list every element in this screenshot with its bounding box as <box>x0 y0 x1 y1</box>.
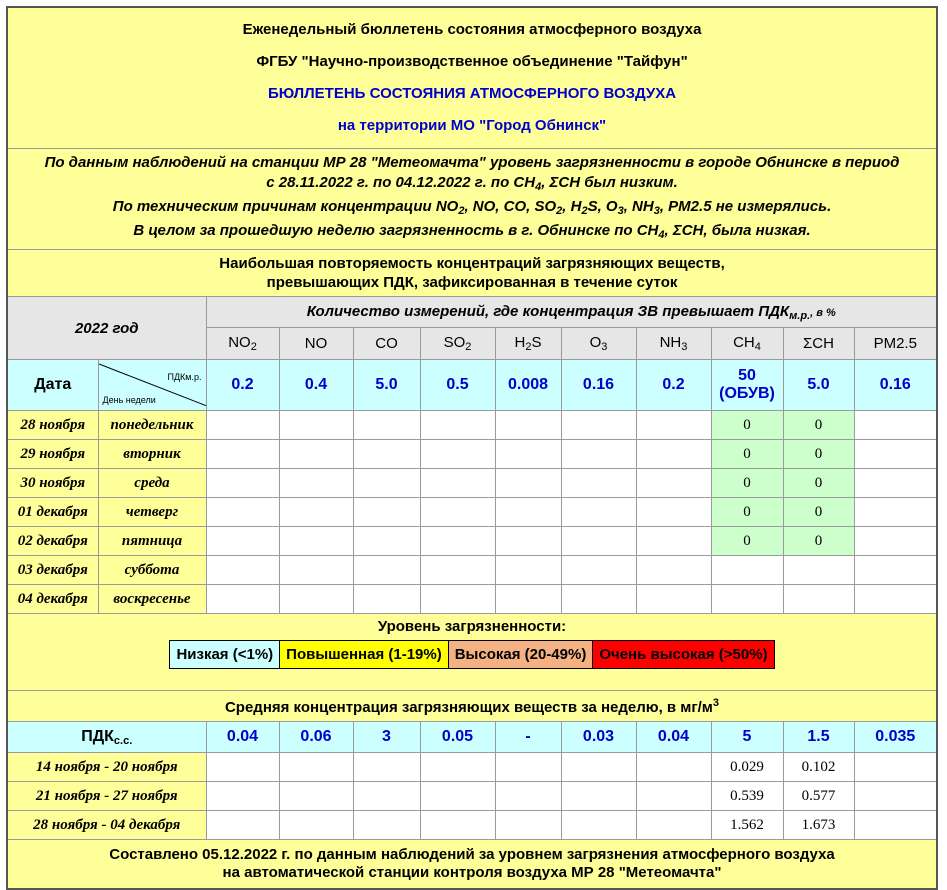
day-ch4-value: 0 <box>711 469 783 498</box>
empty-cell <box>353 498 420 527</box>
empty-cell <box>353 753 420 782</box>
empty-cell <box>636 527 711 556</box>
pdk-mr-value: 0.2 <box>636 360 711 411</box>
empty-cell <box>561 782 636 811</box>
empty-cell <box>636 585 711 614</box>
week-sch-value: 1.673 <box>783 811 854 840</box>
pdk-ss-value: 3 <box>353 722 420 753</box>
empty-cell <box>353 411 420 440</box>
day-row <box>7 498 937 527</box>
empty-cell <box>206 440 279 469</box>
summary-line-2: По техническим причинам концентрации $NO_2$, NO, CO, $SO_2$, $H_2S$, $O_3$, $NH_3$, PM2.5 не измерялись. <box>112 198 832 217</box>
empty-cell <box>636 811 711 840</box>
header-line-4: на территории МО "Город Обнинск" <box>337 117 607 134</box>
empty-cell <box>495 753 561 782</box>
week-period: 14 ноября - 20 ноября <box>7 753 206 782</box>
pdk-mr-value: 5.0 <box>353 360 420 411</box>
levels-legend <box>169 640 774 669</box>
day-ch4-value: 0 <box>711 498 783 527</box>
empty-cell <box>279 753 353 782</box>
empty-cell <box>636 498 711 527</box>
pollutant-name: $O_3$ <box>561 328 636 360</box>
empty-cell <box>561 556 636 585</box>
pollutant-name: $CH_4$ <box>711 328 783 360</box>
empty-cell <box>420 527 495 556</box>
diag-lower-label: День недели <box>102 395 156 405</box>
empty-cell <box>279 585 353 614</box>
pollutant-name: CO <box>353 328 420 360</box>
day-weekday: понедельник <box>98 411 206 440</box>
empty-cell <box>353 782 420 811</box>
empty-cell <box>561 498 636 527</box>
empty-cell <box>206 753 279 782</box>
pdk-mr-value: 50 (ОБУВ) <box>711 360 783 411</box>
empty-cell <box>420 556 495 585</box>
week-sch-value: 0.577 <box>783 782 854 811</box>
weeks-body <box>7 753 937 840</box>
levels-block <box>7 614 937 691</box>
bulletin-table <box>6 6 938 890</box>
pdk-ss-value: 0.03 <box>561 722 636 753</box>
pdk-ss-value: 1.5 <box>783 722 854 753</box>
day-date: 30 ноября <box>7 469 98 498</box>
header-line-3: БЮЛЛЕТЕНЬ СОСТОЯНИЯ АТМОСФЕРНОГО ВОЗДУХА <box>267 85 677 102</box>
day-sch-value: 0 <box>783 469 854 498</box>
empty-cell <box>561 753 636 782</box>
day-row <box>7 527 937 556</box>
empty-cell <box>561 440 636 469</box>
day-weekday: четверг <box>98 498 206 527</box>
day-date: 29 ноября <box>7 440 98 469</box>
day-weekday: пятница <box>98 527 206 556</box>
section2-title: Средняя концентрация загрязняющих веществ за неделю, в $мг/м^3$ <box>7 691 937 722</box>
pdk-mr-value: 5.0 <box>783 360 854 411</box>
day-sch-value: 0 <box>783 440 854 469</box>
pdk-mr-value: 0.2 <box>206 360 279 411</box>
measure-title: Количество измерений, где концентрация ЗВ превышает $ПДК_{м.р.}$, в % <box>206 297 937 328</box>
empty-cell <box>206 411 279 440</box>
empty-cell <box>854 498 937 527</box>
bulletin-header <box>7 7 937 149</box>
day-sch-value: 0 <box>783 498 854 527</box>
day-date: 02 декабря <box>7 527 98 556</box>
week-row <box>7 811 937 840</box>
day-sch-value <box>783 556 854 585</box>
empty-cell <box>279 469 353 498</box>
empty-cell <box>495 498 561 527</box>
empty-cell <box>206 527 279 556</box>
empty-cell <box>636 753 711 782</box>
empty-cell <box>636 411 711 440</box>
empty-cell <box>854 440 937 469</box>
level-chip: Низкая (<1%) <box>170 641 280 668</box>
empty-cell <box>279 556 353 585</box>
day-date: 03 декабря <box>7 556 98 585</box>
day-date: 28 ноября <box>7 411 98 440</box>
pdk-ss-value: 0.06 <box>279 722 353 753</box>
empty-cell <box>854 782 937 811</box>
empty-cell <box>854 469 937 498</box>
day-ch4-value: 0 <box>711 527 783 556</box>
empty-cell <box>279 811 353 840</box>
empty-cell <box>353 440 420 469</box>
empty-cell <box>420 440 495 469</box>
pdk-ss-value: 0.05 <box>420 722 495 753</box>
pdk-ss-value: 5 <box>711 722 783 753</box>
empty-cell <box>495 811 561 840</box>
day-sch-value: 0 <box>783 527 854 556</box>
empty-cell <box>420 811 495 840</box>
pdk-mr-value: 0.16 <box>854 360 937 411</box>
empty-cell <box>854 556 937 585</box>
empty-cell <box>561 585 636 614</box>
pdk-ss-value: 0.04 <box>206 722 279 753</box>
day-ch4-value: 0 <box>711 411 783 440</box>
year-cell: 2022 год <box>7 297 206 360</box>
empty-cell <box>495 469 561 498</box>
level-chip: Высокая (20-49%) <box>449 641 594 668</box>
empty-cell <box>420 411 495 440</box>
empty-cell <box>636 469 711 498</box>
week-period: 28 ноября - 04 декабря <box>7 811 206 840</box>
empty-cell <box>206 585 279 614</box>
empty-cell <box>561 469 636 498</box>
pdk-ss-label: $ПДК_{с.с.}$ <box>7 722 206 753</box>
empty-cell <box>279 498 353 527</box>
empty-cell <box>495 585 561 614</box>
week-ch4-value: 0.539 <box>711 782 783 811</box>
empty-cell <box>206 556 279 585</box>
empty-cell <box>206 811 279 840</box>
day-sch-value <box>783 585 854 614</box>
day-row <box>7 411 937 440</box>
empty-cell <box>420 498 495 527</box>
level-chip: Очень высокая (>50%) <box>593 641 773 668</box>
days-body <box>7 411 937 614</box>
day-ch4-value: 0 <box>711 440 783 469</box>
pdk-mr-value: 0.008 <box>495 360 561 411</box>
empty-cell <box>420 585 495 614</box>
empty-cell <box>279 782 353 811</box>
day-weekday: вторник <box>98 440 206 469</box>
header-line-2: ФГБУ "Научно-производственное объединение "Тайфун" <box>256 53 688 70</box>
empty-cell <box>206 498 279 527</box>
summary-line-3: В целом за прошедшую неделю загрязненность в г. Обнинске по $СН_4$, ΣСН, была низкая. <box>133 222 811 241</box>
empty-cell <box>561 811 636 840</box>
week-period: 21 ноября - 27 ноября <box>7 782 206 811</box>
day-ch4-value <box>711 585 783 614</box>
levels-title: Уровень загрязненности: <box>377 617 567 635</box>
empty-cell <box>636 440 711 469</box>
empty-cell <box>854 585 937 614</box>
week-ch4-value: 0.029 <box>711 753 783 782</box>
empty-cell <box>206 782 279 811</box>
empty-cell <box>636 556 711 585</box>
footer: Составлено 05.12.2022 г. по данным наблюдений за уровнем загрязнения атмосферного воздуха на автоматической станции контроля воздуха МР 28 "Метеомачта" <box>7 840 937 890</box>
week-row <box>7 753 937 782</box>
empty-cell <box>353 527 420 556</box>
pdk-ss-value: - <box>495 722 561 753</box>
week-row <box>7 782 937 811</box>
level-chip: Повышенная (1-19%) <box>280 641 449 668</box>
section1-title: Наибольшая повторяемость концентраций загрязняющих веществ, превышающих ПДК, зафиксированная в течение суток <box>7 250 937 297</box>
empty-cell <box>420 469 495 498</box>
pdk-mr-row <box>7 360 937 411</box>
pollutant-name: ΣCH <box>783 328 854 360</box>
pdk-mr-value: 0.4 <box>279 360 353 411</box>
empty-cell <box>495 440 561 469</box>
empty-cell <box>636 782 711 811</box>
day-sch-value: 0 <box>783 411 854 440</box>
week-ch4-value: 1.562 <box>711 811 783 840</box>
pollutant-name: NO <box>279 328 353 360</box>
pdk-ss-value: 0.035 <box>854 722 937 753</box>
day-date: 04 декабря <box>7 585 98 614</box>
empty-cell <box>495 411 561 440</box>
empty-cell <box>495 556 561 585</box>
empty-cell <box>353 556 420 585</box>
header-line-1: Еженедельный бюллетень состояния атмосферного воздуха <box>242 21 702 38</box>
empty-cell <box>854 811 937 840</box>
day-weekday: воскресенье <box>98 585 206 614</box>
empty-cell <box>495 527 561 556</box>
empty-cell <box>353 811 420 840</box>
date-header: Дата <box>7 360 98 411</box>
summary-line-1b: с 28.11.2022 г. по 04.12.2022 г. по $СН_4$, ΣСН был низким. <box>266 174 678 193</box>
empty-cell <box>420 753 495 782</box>
empty-cell <box>279 440 353 469</box>
summary-line-1a: По данным наблюдений на станции МР 28 "Метеомачта" уровень загрязненности в городе Обнинске в период <box>44 154 900 171</box>
empty-cell <box>495 782 561 811</box>
empty-cell <box>561 411 636 440</box>
day-date: 01 декабря <box>7 498 98 527</box>
pollutant-name: $SO_2$ <box>420 328 495 360</box>
pdk-mr-value: 0.16 <box>561 360 636 411</box>
empty-cell <box>420 782 495 811</box>
day-ch4-value <box>711 556 783 585</box>
pollutant-name: PM2.5 <box>854 328 937 360</box>
day-weekday: суббота <box>98 556 206 585</box>
day-row <box>7 469 937 498</box>
empty-cell <box>561 527 636 556</box>
diag-header <box>98 360 206 411</box>
empty-cell <box>854 527 937 556</box>
week-sch-value: 0.102 <box>783 753 854 782</box>
empty-cell <box>353 585 420 614</box>
pdk-ss-row <box>7 722 937 753</box>
pollutant-name: $H_2S$ <box>495 328 561 360</box>
pollutant-name: $NH_3$ <box>636 328 711 360</box>
diag-upper-label: ПДКм.р. <box>167 372 202 382</box>
day-weekday: среда <box>98 469 206 498</box>
empty-cell <box>353 469 420 498</box>
pollutant-name: $NO_2$ <box>206 328 279 360</box>
empty-cell <box>854 411 937 440</box>
summary-block <box>7 149 937 250</box>
empty-cell <box>279 527 353 556</box>
pdk-ss-value: 0.04 <box>636 722 711 753</box>
empty-cell <box>279 411 353 440</box>
empty-cell <box>854 753 937 782</box>
day-row <box>7 440 937 469</box>
pdk-mr-value: 0.5 <box>420 360 495 411</box>
day-row <box>7 585 937 614</box>
empty-cell <box>206 469 279 498</box>
day-row <box>7 556 937 585</box>
